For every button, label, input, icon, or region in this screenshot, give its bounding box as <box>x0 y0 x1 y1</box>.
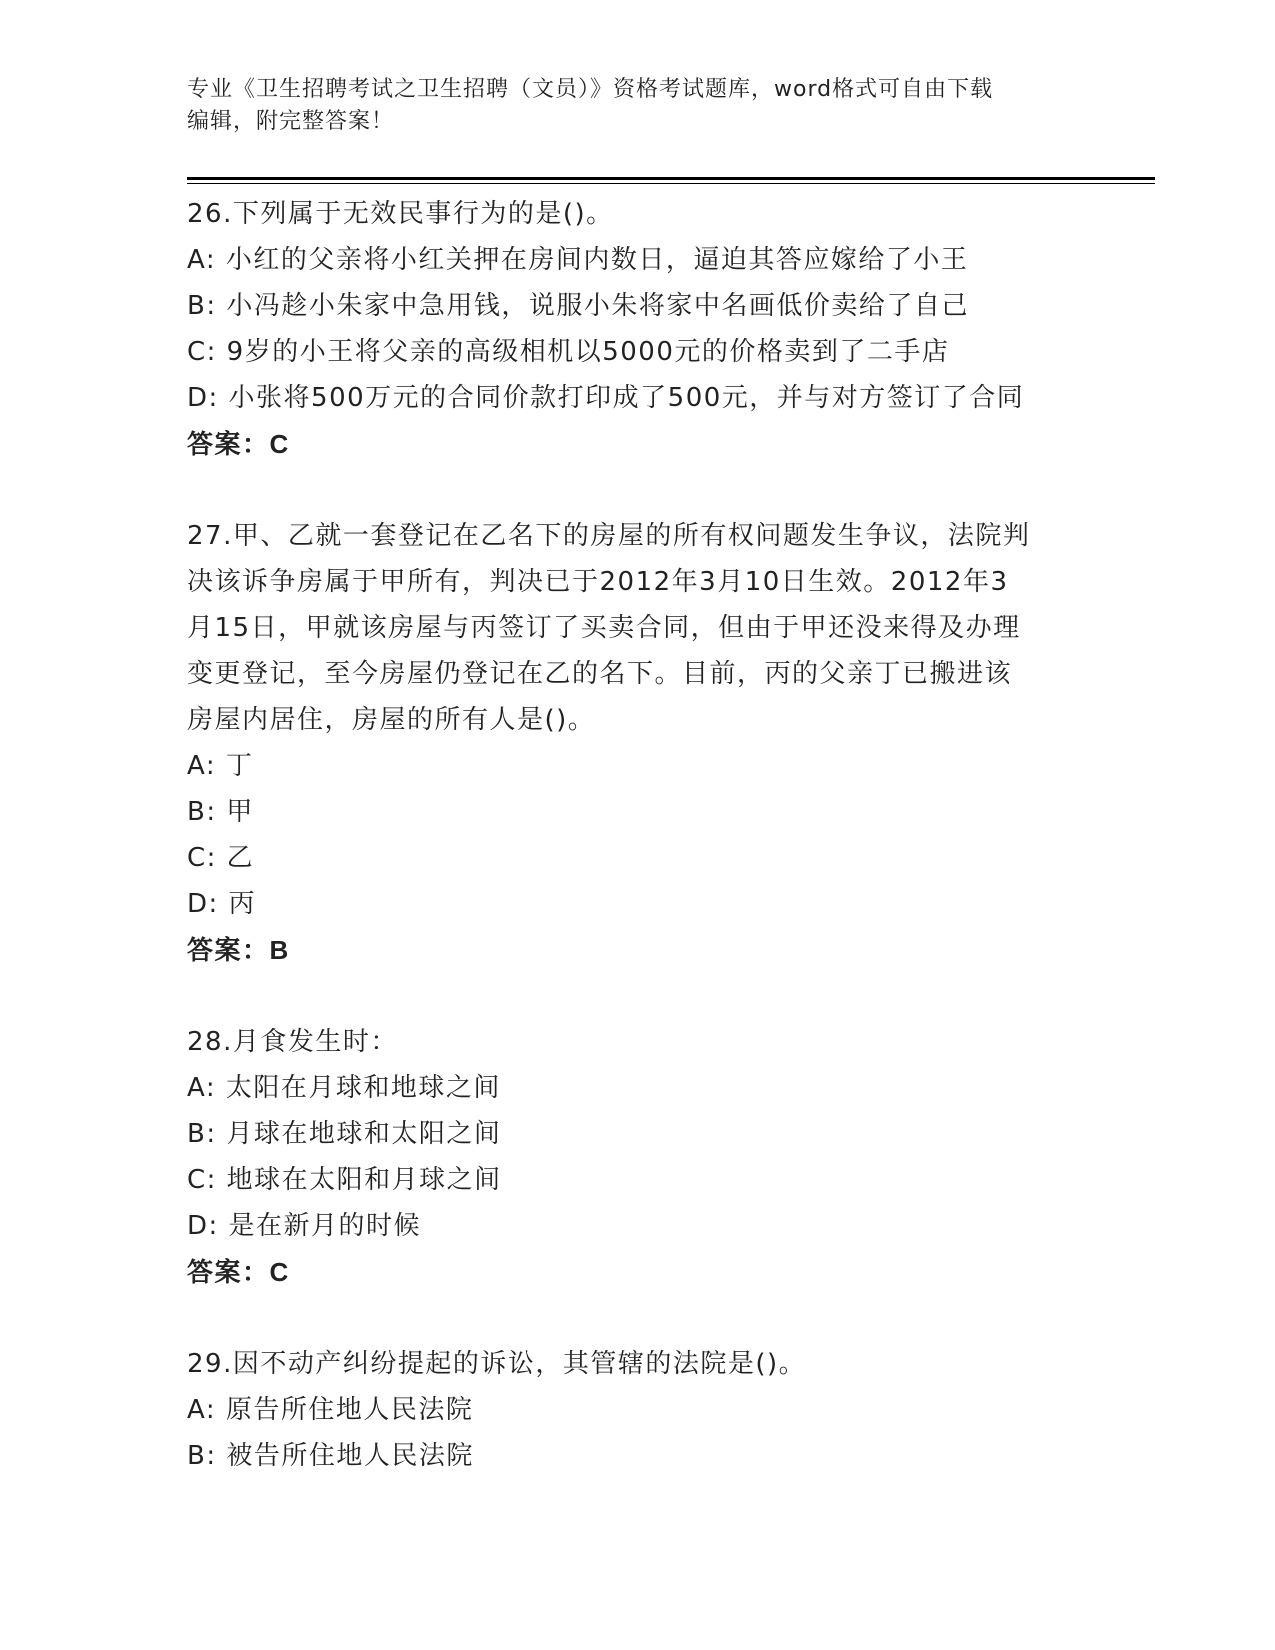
option-a: A: 丁 <box>187 751 254 781</box>
question-stem: 26.下列属于无效民事行为的是()。 <box>187 199 614 229</box>
option-d: D: 小张将500万元的合同价款打印成了500元，并与对方签订了合同 <box>187 383 1025 413</box>
option-c: C: 9岁的小王将父亲的高级相机以5000元的价格卖到了二手店 <box>187 337 950 367</box>
option-b: B: 小冯趁小朱家中急用钱，说服小朱将家中名画低价卖给了自己 <box>187 291 969 321</box>
spacer <box>187 1295 1087 1341</box>
question-stem: 房屋内居住，房屋的所有人是()。 <box>187 705 596 735</box>
question-27 <box>187 513 1087 973</box>
document-header <box>187 74 1067 138</box>
spacer <box>187 467 1087 513</box>
answer-label: 答案：C <box>187 1257 290 1287</box>
option-b: B: 月球在地球和太阳之间 <box>187 1119 502 1149</box>
question-list <box>187 191 1087 1479</box>
answer-label: 答案：B <box>187 935 290 965</box>
question-stem: 月15日，甲就该房屋与丙签订了买卖合同，但由于甲还没来得及办理 <box>187 613 1021 643</box>
question-28 <box>187 1019 1087 1295</box>
question-26 <box>187 191 1087 467</box>
question-stem: 29.因不动产纠纷提起的诉讼，其管辖的法院是()。 <box>187 1349 807 1379</box>
option-a: A: 小红的父亲将小红关押在房间内数日，逼迫其答应嫁给了小王 <box>187 245 969 275</box>
option-a: A: 原告所住地人民法院 <box>187 1395 474 1425</box>
header-divider-thin <box>187 183 1155 184</box>
option-d: D: 丙 <box>187 889 257 919</box>
question-29 <box>187 1341 1087 1479</box>
option-b: B: 被告所住地人民法院 <box>187 1441 474 1471</box>
header-line-1: 专业《卫生招聘考试之卫生招聘（文员）》资格考试题库，word格式可自由下载 <box>187 77 994 102</box>
question-stem: 变更登记，至今房屋仍登记在乙的名下。目前，丙的父亲丁已搬进该 <box>187 659 1013 689</box>
question-stem: 决该诉争房属于甲所有，判决已于2012年3月10日生效。2012年3 <box>187 567 1009 597</box>
header-line-2: 编辑，附完整答案！ <box>187 109 395 134</box>
option-c: C: 地球在太阳和月球之间 <box>187 1165 502 1195</box>
option-c: C: 乙 <box>187 843 255 873</box>
option-d: D: 是在新月的时候 <box>187 1211 422 1241</box>
header-divider-thick <box>187 177 1155 180</box>
question-stem: 27.甲、乙就一套登记在乙名下的房屋的所有权问题发生争议，法院判 <box>187 521 1031 551</box>
option-a: A: 太阳在月球和地球之间 <box>187 1073 501 1103</box>
option-b: B: 甲 <box>187 797 254 827</box>
answer-label: 答案：C <box>187 429 290 459</box>
question-stem: 28.月食发生时： <box>187 1027 398 1057</box>
spacer <box>187 973 1087 1019</box>
